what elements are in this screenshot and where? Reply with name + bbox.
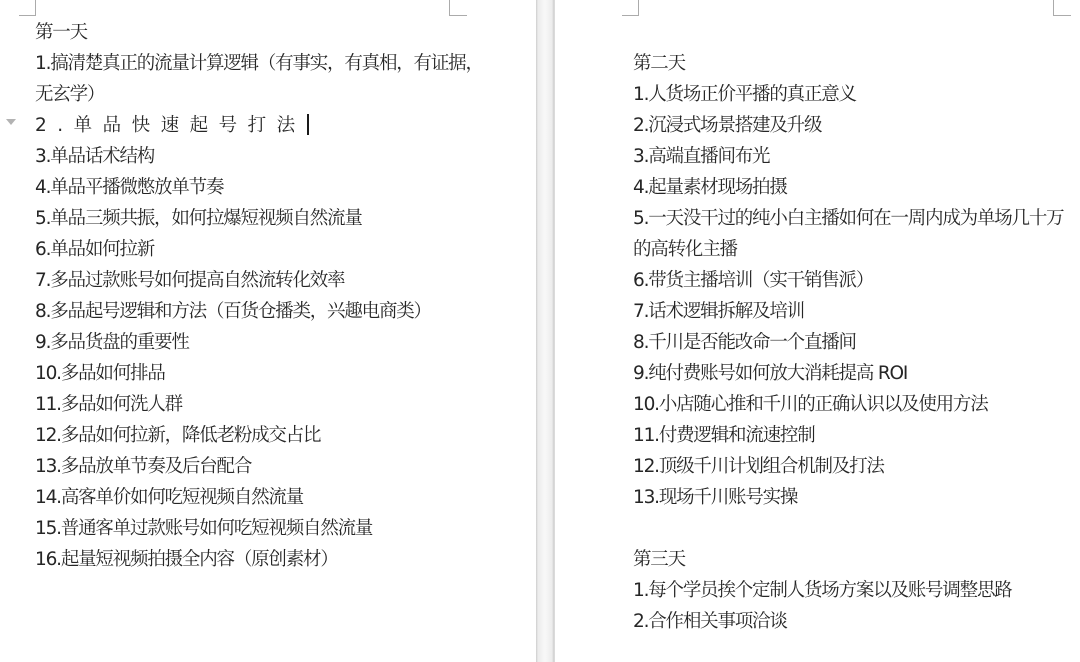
text-cursor <box>307 114 309 135</box>
list-item-line <box>633 265 1075 296</box>
margin-crop-mark-top-right-page2 <box>1053 0 1071 16</box>
list-item-text: 14.高客单价如何吃短视频自然流量 <box>35 487 304 508</box>
list-item-line <box>633 451 1075 482</box>
blank-line <box>633 513 1075 544</box>
list-item-text: 2.合作相关事项洽谈 <box>633 611 787 632</box>
list-item-text: 8.千川是否能改命一个直播间 <box>633 332 856 353</box>
list-item-line <box>35 482 510 513</box>
list-item-text: 2.沉浸式场景搭建及升级 <box>633 115 822 136</box>
list-item-line <box>35 544 510 575</box>
list-item-line <box>35 110 510 141</box>
list-item-line <box>35 203 510 234</box>
list-item-text: 的高转化主播 <box>633 239 737 260</box>
section-title-text: 第三天 <box>633 549 685 570</box>
list-item-line <box>35 234 510 265</box>
list-item-line <box>35 296 510 327</box>
list-item-text: 8.多品起号逻辑和方法（百货仓播类，兴趣电商类） <box>35 301 431 322</box>
list-item-line <box>633 234 1075 265</box>
list-item-text: 12.多品如何拉新，降低老粉成交占比 <box>35 425 321 446</box>
list-item-line <box>633 420 1075 451</box>
list-item-text: 6.带货主播培训（实干销售派） <box>633 270 874 291</box>
page-2 <box>633 17 1075 637</box>
list-item-text: 13.现场千川账号实操 <box>633 487 798 508</box>
margin-crop-mark-top-right-page1 <box>449 0 467 16</box>
list-item-line <box>35 141 510 172</box>
list-item-line <box>633 482 1075 513</box>
section-title-text: 第一天 <box>35 22 87 43</box>
list-item-text: 9.多品货盘的重要性 <box>35 332 189 353</box>
list-item-line <box>35 451 510 482</box>
list-item-text: 3.高端直播间布光 <box>633 146 770 167</box>
list-item-text: 15.普通客单过款账号如何吃短视频自然流量 <box>35 518 373 539</box>
list-item-line <box>35 327 510 358</box>
margin-crop-mark-top-left-page2 <box>622 0 639 16</box>
list-item-line <box>633 575 1075 606</box>
list-item-text: 5.单品三频共振，如何拉爆短视频自然流量 <box>35 208 362 229</box>
list-item-text: 7.多品过款账号如何提高自然流转化效率 <box>35 270 345 291</box>
list-item-text: 1.每个学员挨个定制人货场方案以及账号调整思路 <box>633 580 1012 601</box>
list-item-line <box>35 358 510 389</box>
list-item-text: 11.付费逻辑和流速控制 <box>633 425 815 446</box>
list-item-line <box>35 389 510 420</box>
day3-item-list <box>633 575 1075 637</box>
list-item-text: 16.起量短视频拍摄全内容（原创素材） <box>35 549 338 570</box>
list-item-text: 3.单品话术结构 <box>35 146 155 167</box>
list-item-text: 13.多品放单节奏及后台配合 <box>35 456 252 477</box>
collapse-caret-icon[interactable] <box>6 119 16 125</box>
list-item-line <box>633 79 1075 110</box>
section-title-day2 <box>633 48 1075 79</box>
section-title-text: 第二天 <box>633 53 685 74</box>
list-item-text: 无玄学） <box>35 84 105 105</box>
list-item-text: 1.人货场正价平播的真正意义 <box>633 84 856 105</box>
section-title-day3 <box>633 544 1075 575</box>
list-item-line <box>633 296 1075 327</box>
list-item-line <box>35 48 510 79</box>
list-item-text: 12.顶级千川计划组合机制及打法 <box>633 456 884 477</box>
blank-line <box>633 17 1075 48</box>
list-item-text: 10.多品如何排品 <box>35 363 165 384</box>
list-item-text: 1.搞清楚真正的流量计算逻辑（有事实，有真相，有证据， <box>35 53 483 74</box>
page-gap-divider <box>536 0 555 662</box>
list-item-line <box>633 389 1075 420</box>
list-item-line <box>633 606 1075 637</box>
list-item-line <box>633 203 1075 234</box>
list-item-text: 5.一天没干过的纯小白主播如何在一周内成为单场几十万 <box>633 208 1064 229</box>
list-item-line <box>35 420 510 451</box>
list-item-text: 11.多品如何洗人群 <box>35 394 182 415</box>
list-item-line <box>35 172 510 203</box>
list-item-text: 4.单品平播微憋放单节奏 <box>35 177 224 198</box>
list-item-line <box>35 265 510 296</box>
list-item-text: 7.话术逻辑拆解及培训 <box>633 301 804 322</box>
list-item-text: 6.单品如何拉新 <box>35 239 155 260</box>
list-item-text: 2.单品快速起号打法 <box>35 115 306 136</box>
list-item-text: 4.起量素材现场拍摄 <box>633 177 787 198</box>
list-item-line <box>633 110 1075 141</box>
list-item-line <box>633 358 1075 389</box>
list-item-line <box>35 79 510 110</box>
day1-item-list <box>35 48 510 575</box>
section-title-day1 <box>35 17 510 48</box>
list-item-line <box>633 141 1075 172</box>
margin-crop-mark-top-left-page1 <box>19 0 36 16</box>
list-item-text: 9.纯付费账号如何放大消耗提高 ROI <box>633 363 908 384</box>
day2-item-list <box>633 79 1075 513</box>
list-item-text: 10.小店随心推和千川的正确认识以及使用方法 <box>633 394 988 415</box>
list-item-line <box>633 172 1075 203</box>
list-item-line <box>35 513 510 544</box>
list-item-line <box>633 327 1075 358</box>
page-1 <box>35 17 510 575</box>
